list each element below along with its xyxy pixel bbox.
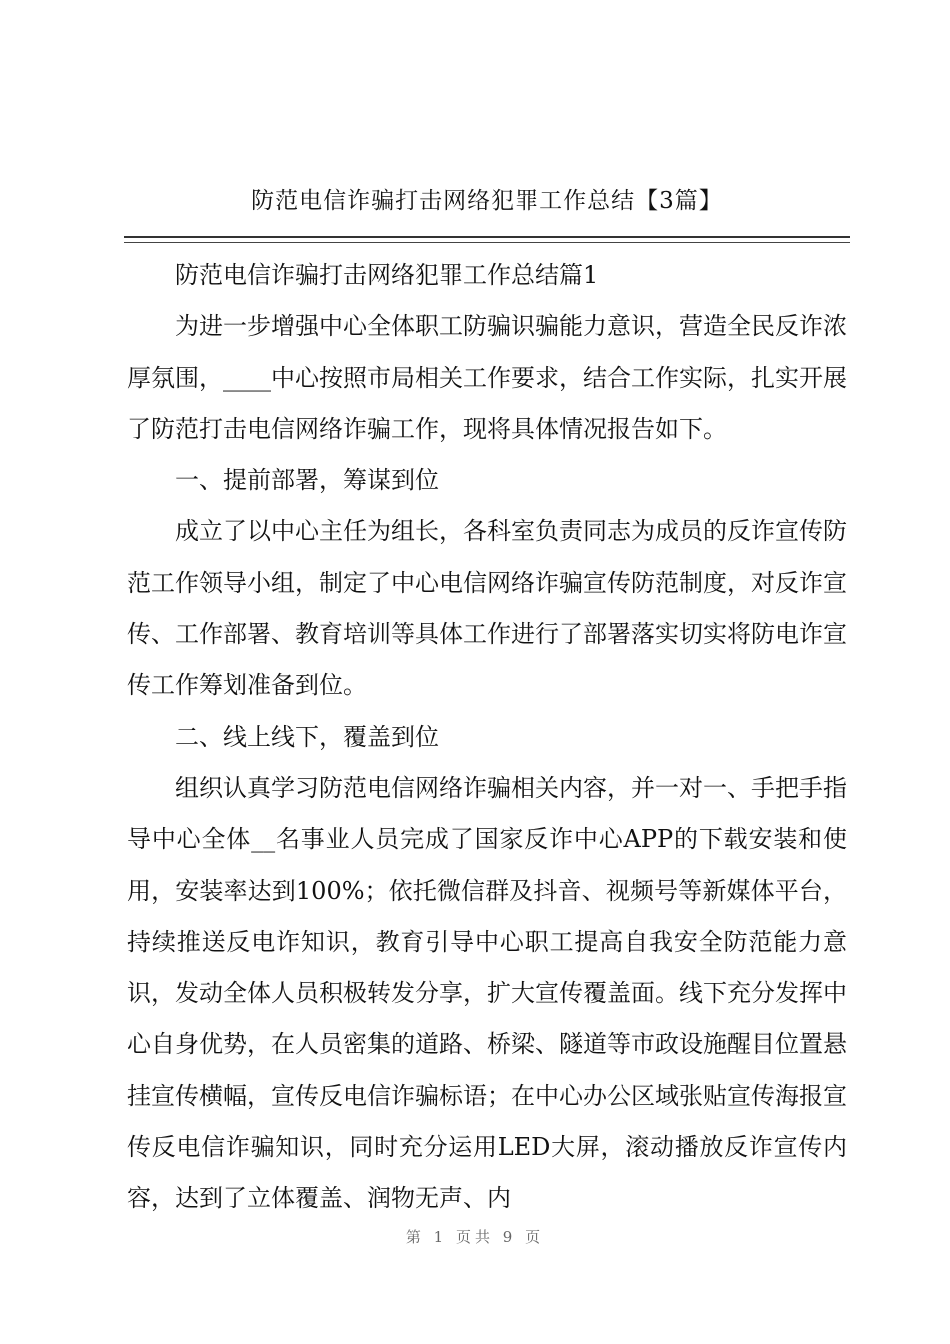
section-heading: 防范电信诈骗打击网络犯罪工作总结篇1: [175, 261, 599, 289]
title-divider-thin: [124, 242, 850, 243]
section-heading: 二、线上线下，覆盖到位: [175, 722, 439, 751]
section-heading: 一、提前部署，筹谋到位: [175, 466, 439, 495]
page-number-footer: 第 1 页共 9 页: [405, 1228, 545, 1246]
title-divider-thick: [124, 236, 850, 238]
paragraph: 成立了以中心主任为组长，各科室负责同志为成员的反诈宣传防范工作领导小组，制定了中心电信网络诈骗宣传防范制度，对反诈宣传、工作部署、教育培训等具体工作进行了部署落实切实将防电诈宣传工作筹划准备到位。: [127, 517, 847, 700]
document-body: [127, 250, 847, 1225]
paragraph: 为进一步增强中心全体职工防骗识骗能力意识，营造全民反诈浓厚氛围，____中心按照市局相关工作要求，结合工作实际，扎实开展了防范打击电信网络诈骗工作，现将具体情况报告如下。: [127, 312, 847, 443]
document-title: 防范电信诈骗打击网络犯罪工作总结【3篇】: [251, 188, 723, 214]
paragraph: 组织认真学习防范电信网络诈骗相关内容，并一对一、手把手指导中心全体__名事业人员完成了国家反诈中心APP的下载安装和使用，安装率达到100%；依托微信群及抖音、视频号等新媒体平台，持续推送反电诈知识，教育引导中心职工提高自我安全防范能力意识，发动全体人员积极转发分享，扩大宣传覆盖面。线下充分发挥中心自身优势，在人员密集的道路、桥梁、隧道等市政设施醒目位置悬挂宣传横幅，宣传反电信诈骗标语；在中心办公区域张贴宣传海报宣传反电信诈骗知识，同时充分运用LED大屏，滚动播放反诈宣传内容，达到了立体覆盖、润物无声、内: [127, 773, 847, 1213]
